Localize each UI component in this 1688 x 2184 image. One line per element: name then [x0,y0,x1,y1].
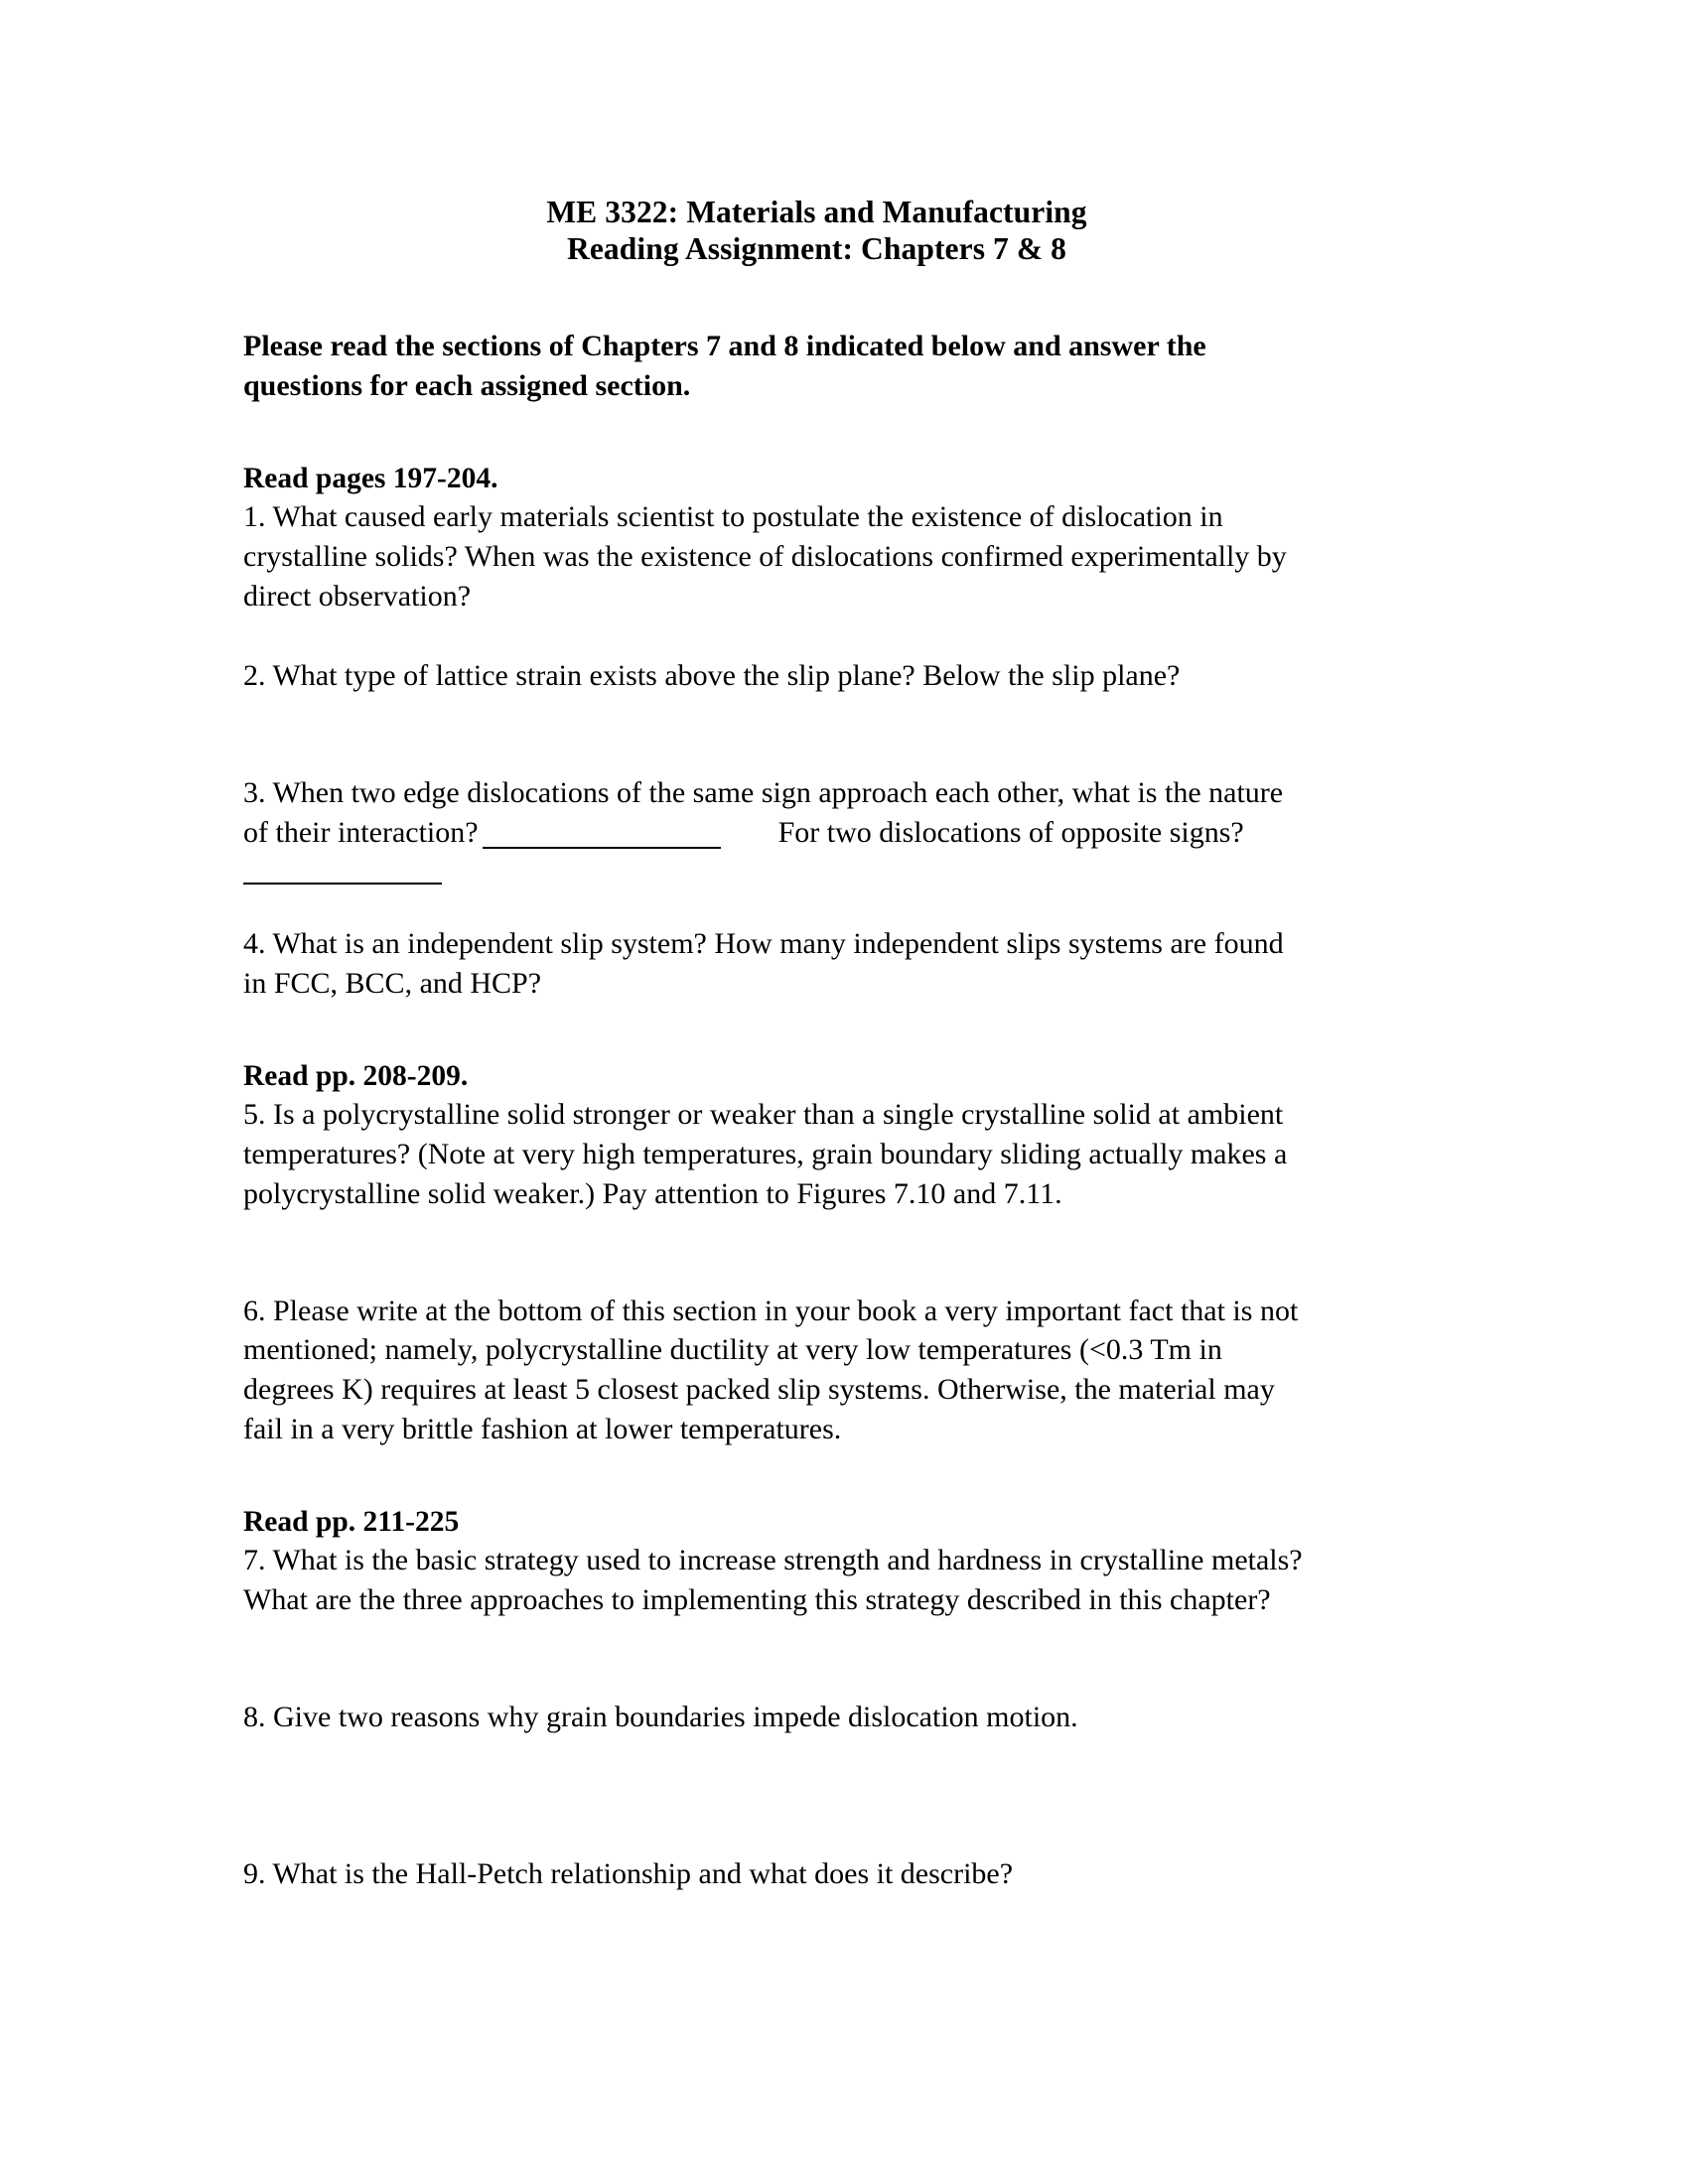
question-7 [243,1541,1390,1620]
question-6-line-3: degrees K) requires at least 5 closest packed slip systems. Otherwise, the material may [243,1373,1275,1407]
page-title [243,194,1390,267]
intro-paragraph [243,327,1340,406]
question-9 [243,1854,1390,1894]
spacer [243,1449,1390,1503]
intro-line-1: Please read the sections of Chapters 7 and 8 indicated below and answer the [243,330,1206,363]
question-3-tail-text: For two dislocations of opposite signs? [777,815,1244,849]
spacer [243,696,1390,773]
question-5 [243,1095,1390,1214]
question-4-line-2: in FCC, BCC, and HCP? [243,966,542,1000]
question-5-line-1: 5. Is a polycrystalline solid stronger or weaker than a single crystalline solid at ambient [243,1097,1284,1131]
question-4-line-1: 4. What is an independent slip system? How many independent slips systems are found [243,926,1284,960]
spacer [243,1214,1390,1292]
question-3-line-1: 3. When two edge dislocations of the same sign approach each other, what is the nature [243,776,1284,809]
question-6 [243,1292,1390,1450]
question-6-line-1: 6. Please write at the bottom of this section in your book a very important fact that is not [243,1294,1299,1327]
section-heading-2: Read pp. 208-209. [243,1059,469,1092]
section-heading-3: Read pp. 211-225 [243,1506,460,1539]
answer-blank-inline[interactable] [483,814,721,849]
question-7-line-1: 7. What is the basic strategy used to increase strength and hardness in crystalline metals? [243,1544,1303,1577]
question-1-line-1: 1. What caused early materials scientist to postulate the existence of dislocation in [243,500,1223,534]
spacer [243,1004,1390,1057]
question-5-line-3: polycrystalline solid weaker.) Pay attention to Figures 7.10 and 7.11. [243,1176,1062,1210]
question-6-line-4: fail in a very brittle fashion at lower temperatures. [243,1413,842,1446]
question-7-line-2: What are the three approaches to implementing this strategy described in this chapter? [243,1583,1271,1617]
spacer [243,1620,1390,1698]
section-heading-1: Read pages 197-204. [243,463,498,495]
question-1-line-2: crystalline solids? When was the existence of dislocations confirmed experimentally by [243,540,1287,574]
question-6-line-2: mentioned; namely, polycrystalline ductility at very low temperatures (<0.3 Tm in [243,1333,1222,1367]
spacer [243,616,1390,656]
question-2-line-1: 2. What type of lattice strain exists above the slip plane? Below the slip plane? [243,659,1181,693]
question-1-line-3: direct observation? [243,580,472,614]
question-8-line-1: 8. Give two reasons why grain boundaries impede dislocation motion. [243,1701,1078,1734]
title-line-2: Reading Assignment: Chapters 7 & 8 [566,231,1067,267]
question-9-line-1: 9. What is the Hall-Petch relationship and what does it describe? [243,1857,1014,1891]
question-8 [243,1698,1390,1737]
question-3-lead-text: of their interaction? [243,815,479,849]
question-1 [243,497,1390,616]
spacer [243,406,1390,460]
question-5-line-2: temperatures? (Note at very high temperatures, grain boundary sliding actually makes a [243,1137,1288,1170]
question-4 [243,924,1390,1004]
question-2 [243,656,1390,696]
spacer [243,885,1390,924]
question-3 [243,773,1390,885]
question-3-line-2 [243,813,1390,853]
title-line-1: ME 3322: Materials and Manufacturing [546,195,1087,229]
spacer [243,1737,1390,1854]
intro-line-2: questions for each assigned section. [243,369,691,403]
